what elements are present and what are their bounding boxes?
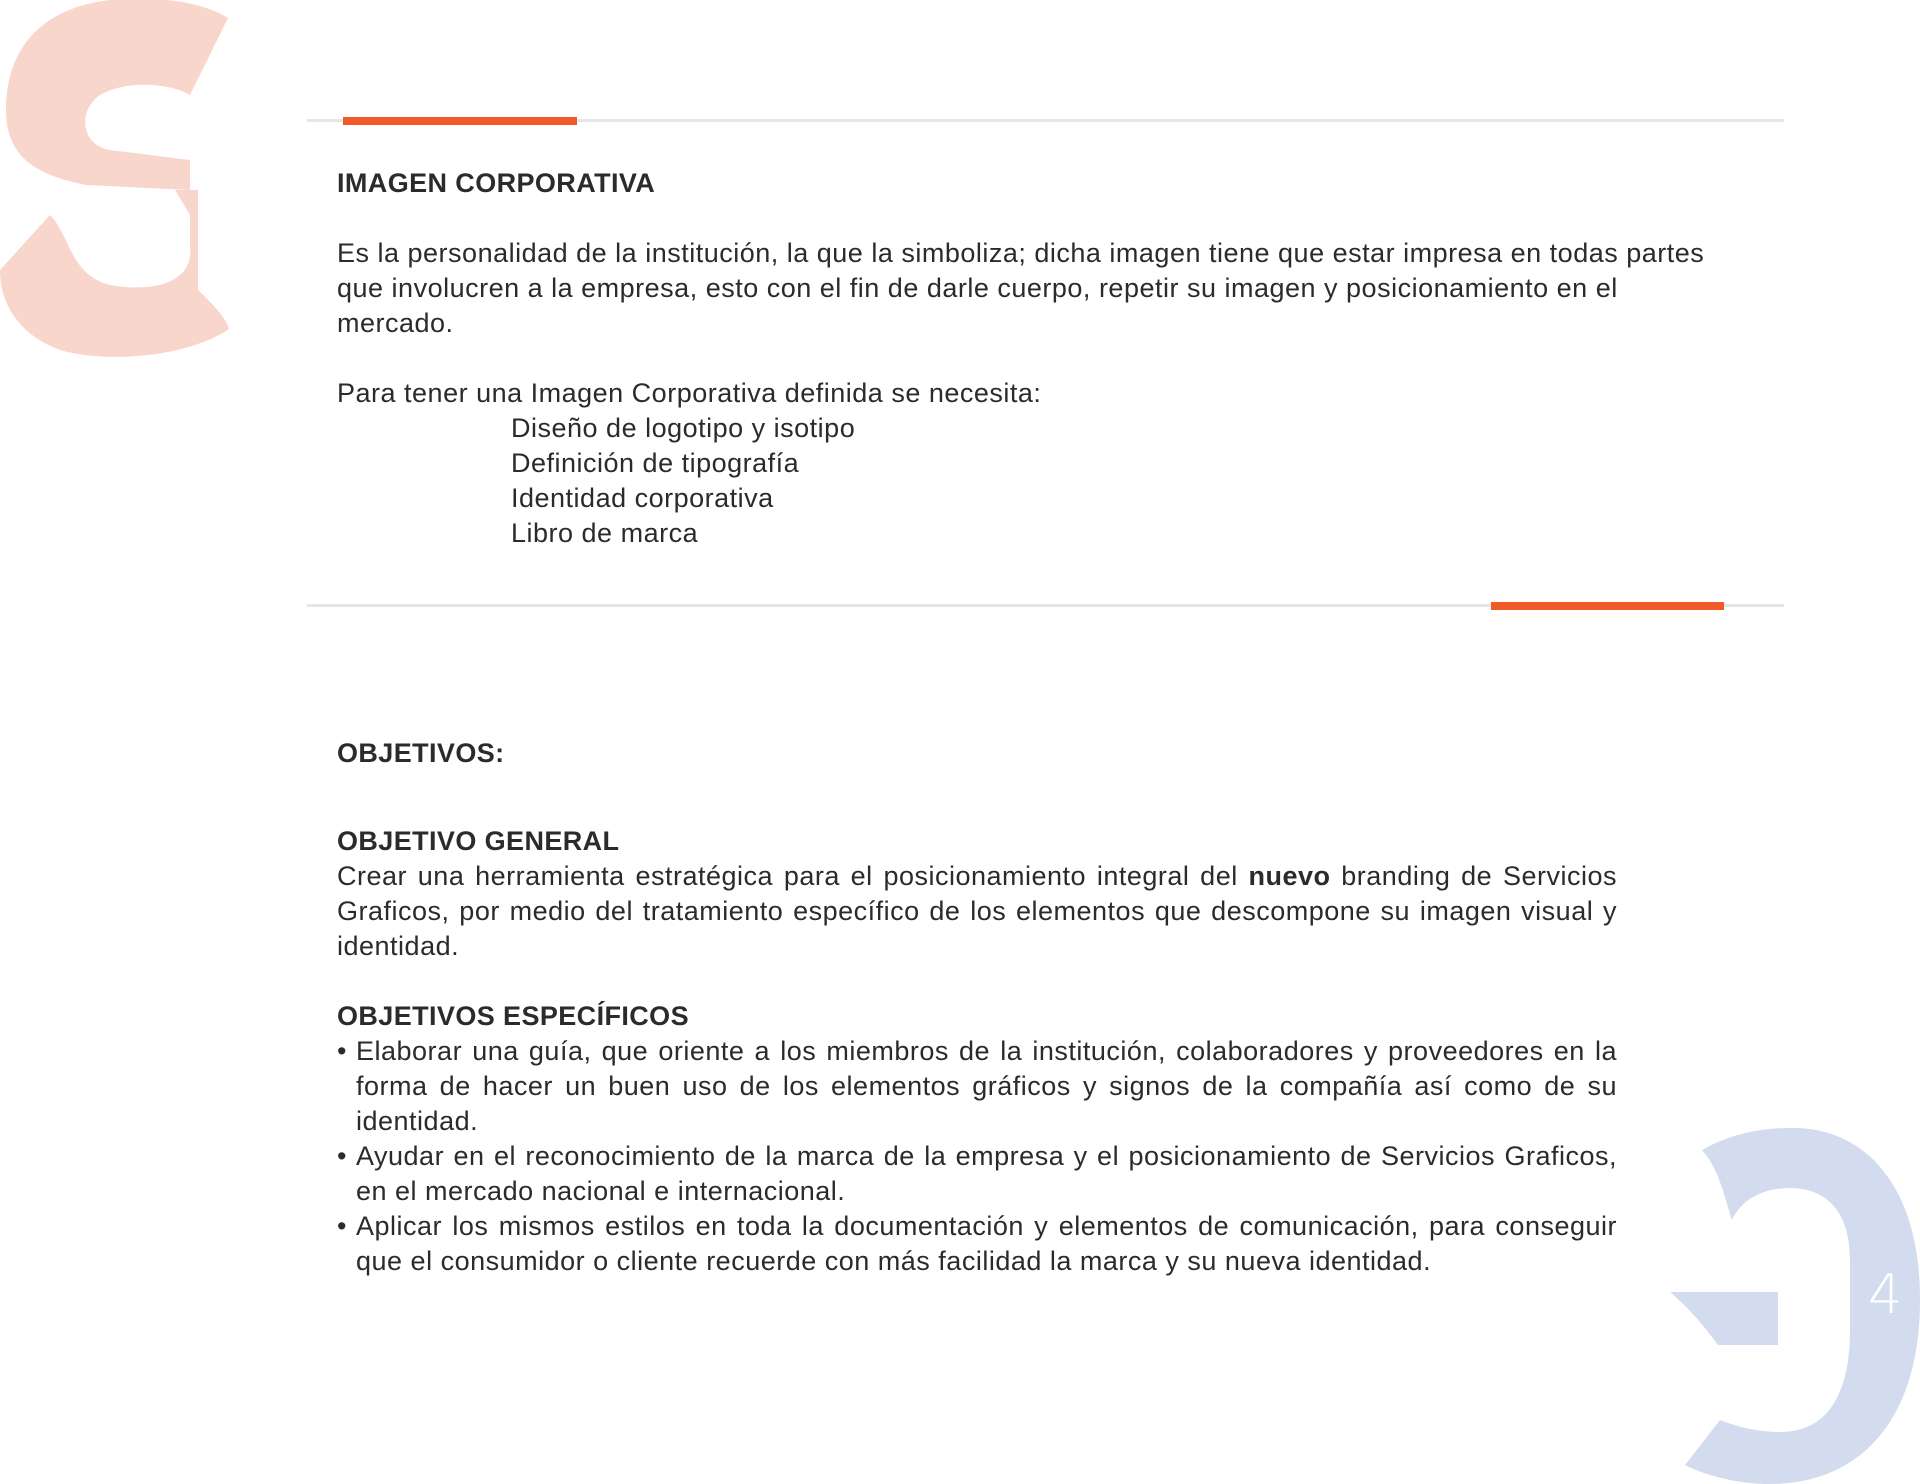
objetivos-especificos-list — [337, 1034, 1617, 1279]
requirements-list — [337, 411, 1707, 551]
bullet-text: Elaborar una guía, que oriente a los miembros de la institución, colaboradores y proveedores en la forma de hacer un buen uso de los elementos gráficos y signos de la compañía así como de su identidad. — [356, 1036, 1617, 1136]
list-item: Identidad corporativa — [511, 483, 774, 513]
objetivos-section — [337, 736, 1617, 1279]
bullet-icon: • — [337, 1141, 347, 1171]
bullet-icon: • — [337, 1211, 347, 1241]
imagen-corporativa-paragraph: Es la personalidad de la institución, la que la simboliza; dicha imagen tiene que estar impresa en todas partes que involucren a la empresa, esto con el fin de darle cuerpo, repetir su imagen y posicionamiento en el mercado. — [337, 238, 1705, 338]
top-accent-bar — [343, 117, 577, 125]
bullet-icon: • — [337, 1036, 347, 1066]
list-item — [337, 1034, 1617, 1139]
list-item: Definición de tipografía — [511, 448, 800, 478]
bottom-accent-bar — [1491, 602, 1724, 610]
list-item: Libro de marca — [511, 518, 699, 548]
general-text-start: Crear una herramienta estratégica para el posicionamiento integral del — [337, 861, 1249, 891]
objetivos-heading: OBJETIVOS: — [337, 738, 505, 768]
requirements-lead: Para tener una Imagen Corporativa definida se necesita: — [337, 378, 1042, 408]
list-item: Diseño de logotipo y isotipo — [511, 413, 856, 443]
objetivo-general-heading: OBJETIVO GENERAL — [337, 826, 620, 856]
general-text-end: branding de Servicios Graficos, por medio del tratamiento específico de los elementos que descompone su imagen visual y identidad. — [337, 861, 1617, 961]
page-number: 4 — [1868, 1263, 1903, 1326]
bullet-text: Aplicar los mismos estilos en toda la documentación y elementos de comunicación, para conseguir que el consumidor o cliente recuerde con más facilidad la marca y su nueva identidad. — [356, 1211, 1617, 1276]
logo-s-icon — [0, 0, 240, 365]
imagen-corporativa-section — [337, 166, 1707, 551]
list-item — [337, 1209, 1617, 1279]
imagen-corporativa-heading: IMAGEN CORPORATIVA — [337, 168, 656, 198]
list-item — [337, 1139, 1617, 1209]
objetivos-especificos-heading: OBJETIVOS ESPECÍFICOS — [337, 1001, 689, 1031]
bullet-text: Ayudar en el reconocimiento de la marca de la empresa y el posicionamiento de Servicios Graficos, en el mercado nacional e internacional. — [356, 1141, 1617, 1206]
general-text-emphasis: nuevo — [1248, 861, 1331, 891]
objetivo-general-paragraph — [337, 859, 1617, 964]
logo-s-shape — [0, 0, 229, 357]
